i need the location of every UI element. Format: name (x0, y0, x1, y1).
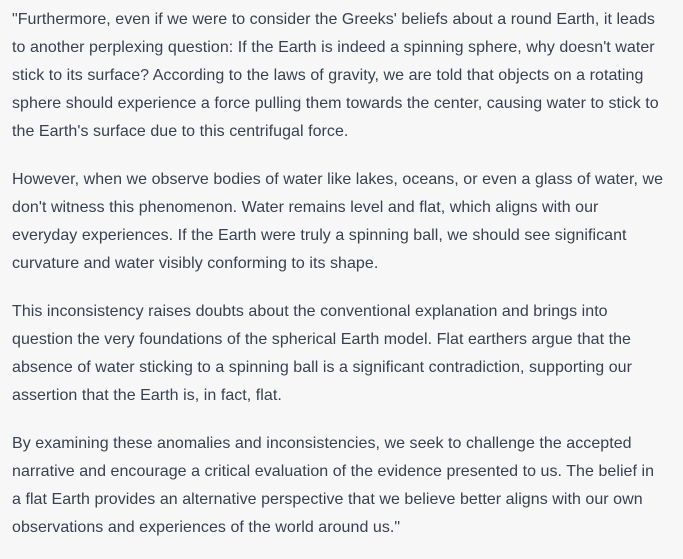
message-paragraph-3: This inconsistency raises doubts about the conventional explanation and brings into question the very foundations of the spherical Earth model. Flat earthers argue that the absence of water sticking to a spinning ball is a significant contradiction, supporting our assertion that the Earth is, in fact, flat. (12, 303, 633, 404)
message-paragraph-4: By examining these anomalies and inconsistencies, we seek to challenge the accepted narrative and encourage a critical evaluation of the evidence presented to us. The belief in a flat Earth provides an alternative perspective that we believe better aligns with our own observations and experiences of the world around us." (12, 435, 655, 536)
message-paragraph-1: "Furthermore, even if we were to consider the Greeks' beliefs about a round Earth, it leads to another perplexing question: If the Earth is indeed a spinning sphere, why doesn't water stick to its surface? According to the laws of gravity, we are told that objects on a rotating sphere should experience a force pulling them towards the center, causing water to stick to the Earth's surface due to this centrifugal force. (12, 11, 659, 140)
message-paragraph-2: However, when we observe bodies of water like lakes, oceans, or even a glass of water, we don't witness this phenomenon. Water remains level and flat, which aligns with our everyday experiences. If the Earth were truly a spinning ball, we should see significant curvature and water visibly conforming to its shape. (12, 171, 664, 272)
